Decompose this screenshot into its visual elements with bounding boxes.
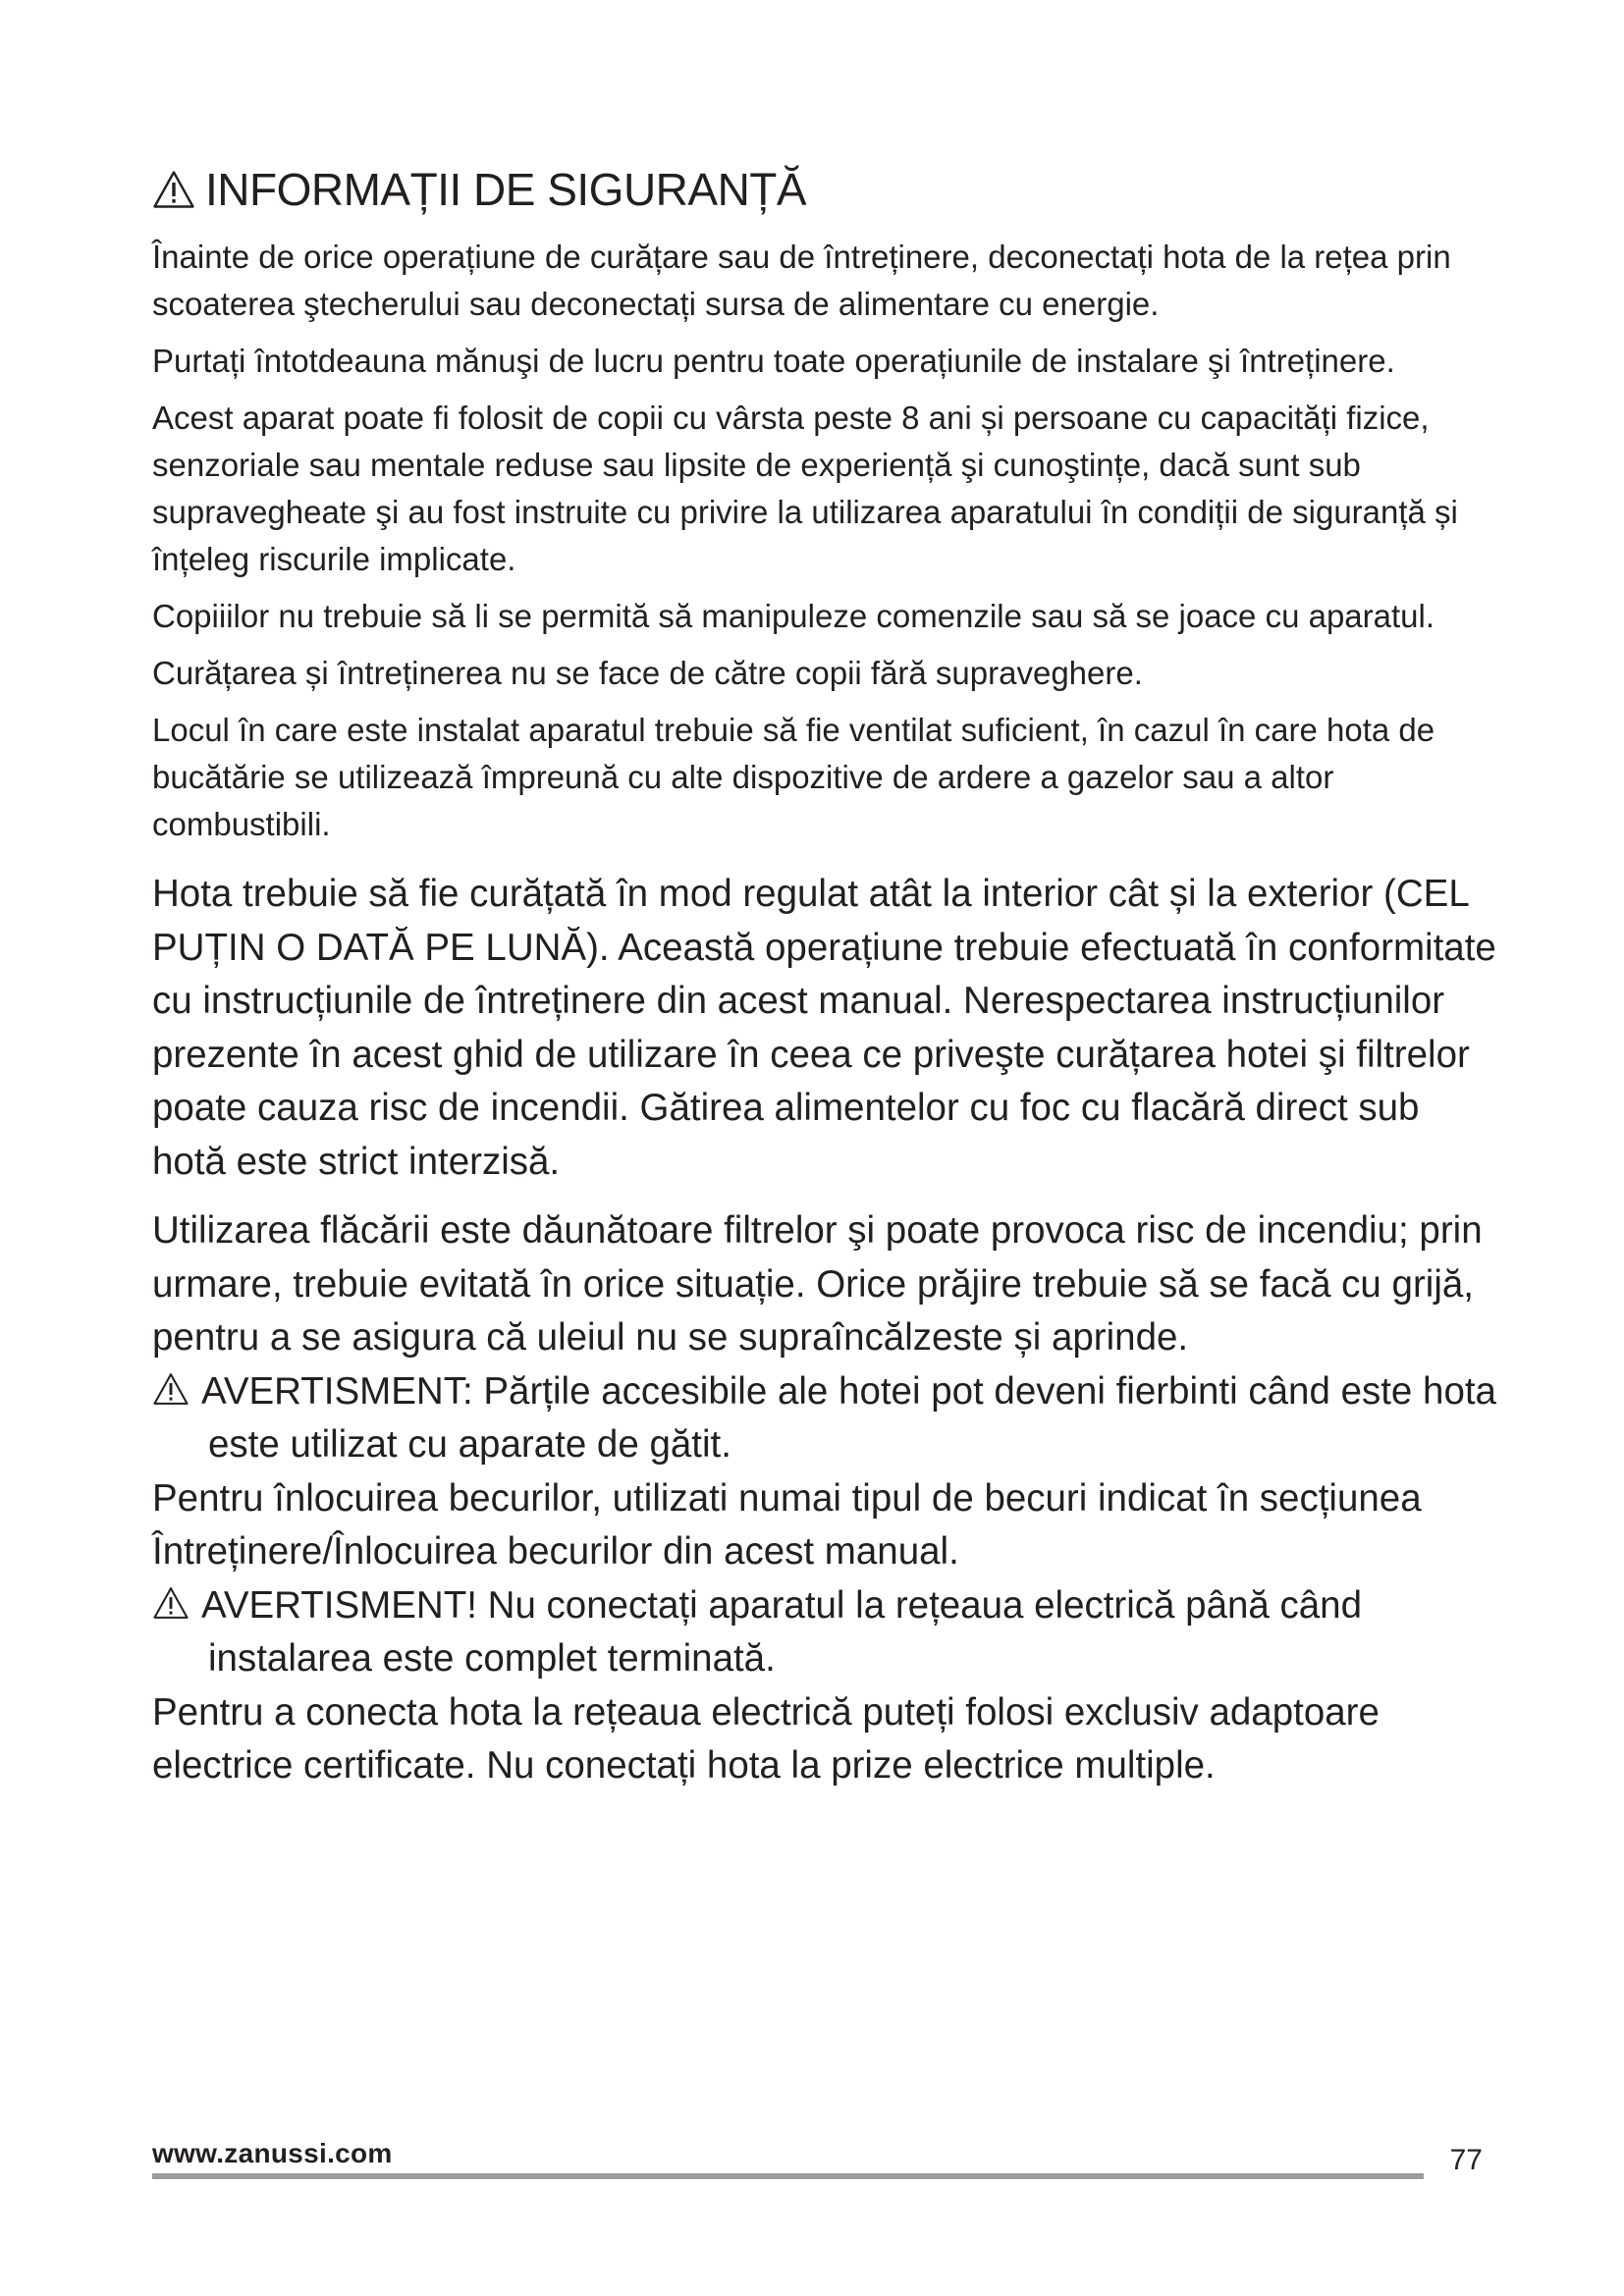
warning-triangle-icon — [152, 1586, 189, 1620]
paragraph-children-use: Acest aparat poate fi folosit de copii cu vârsta peste 8 ani și persoane cu capacități fizice, senzoriale sau mentale reduse sau lipsite de experiență şi cunoştințe, dacă sunt sub supravegheate şi au fost instruite cu privire la utilizarea aparatului în condiții de siguranță și înțeleg riscurile implicate. — [152, 400, 1458, 577]
paragraph-bulbs: Pentru înlocuirea becurilor, utilizati numai tipul de becuri indicat în secțiunea Întreținere/Înlocuirea becurilor din acest manual. — [152, 1476, 1422, 1573]
page-footer — [152, 2138, 1483, 2176]
page-title — [152, 163, 806, 216]
warning-connection — [152, 1579, 1497, 1686]
paragraph-gloves: Purtați întotdeauna mănuşi de lucru pentru toate operațiunile de instalare şi întreținere. — [152, 343, 1395, 379]
paragraph-disconnect: Înainte de orice operațiune de curățare sau de întreținere, deconectați hota de la rețea prin scoaterea ştecherului sau deconectați sursa de alimentare cu energie. — [152, 239, 1451, 322]
paragraph-flame: Utilizarea flăcării este dăunătoare filtrelor şi poate provoca risc de incendiu; prin urmare, trebuie evitată în orice situație. Orice prăjire trebuie să se facă cu grijă, pentru a se asigura că uleiul nu se supraîncălzeste și aprinde. — [152, 1209, 1483, 1359]
paragraph-ventilation: Locul în care este instalat aparatul trebuie să fie ventilat suficient, în cazul în care hota de bucătărie se utilizează împreună cu alte dispozitive de ardere a gazelor sau a altor combustibili. — [152, 712, 1435, 842]
safety-content — [152, 234, 1497, 1793]
warning-triangle-icon — [152, 170, 195, 209]
warning-connection-text: AVERTISMENT! Nu conectați aparatul la rețeaua electrică până când instalarea este complet terminată. — [201, 1583, 1362, 1680]
footer-website-link[interactable]: www.zanussi.com — [152, 2138, 393, 2168]
footer-divider — [152, 2173, 1424, 2179]
page-title-text: INFORMAȚII DE SIGURANȚĂ — [205, 164, 807, 215]
warning-hot-parts — [152, 1365, 1497, 1472]
warning-hot-parts-text: AVERTISMENT: Părțile accesibile ale hotei pot deveni fierbinti când este hota este utilizat cu aparate de gătit. — [201, 1369, 1496, 1466]
paragraph-regular-cleaning: Hota trebuie să fie curățată în mod regulat atât la interior cât și la exterior (CEL PUȚIN O DATĂ PE LUNĂ). Această operațiune trebuie efectuată în conformitate cu instrucțiunile de întreținere din acest manual. Nerespectarea instrucțiunilor prezente în acest ghid de utilizare în ceea ce priveşte curățarea hotei şi filtrelor poate cauza risc de incendii. Gătirea alimentelor cu foc cu flacără direct sub hotă este strict interzisă. — [152, 873, 1496, 1183]
paragraph-children-play: Copiiilor nu trebuie să li se permită să manipuleze comenzile sau să se joace cu aparatul. — [152, 598, 1435, 634]
page-number: 77 — [1449, 2144, 1483, 2176]
paragraph-adaptors: Pentru a conecta hota la rețeaua electrică puteți folosi exclusiv adaptoare electrice certificate. Nu conectați hota la prize electrice multiple. — [152, 1690, 1380, 1787]
paragraph-cleaning-children: Curățarea și întreținerea nu se face de către copii fără supraveghere. — [152, 655, 1143, 691]
warning-triangle-icon — [152, 1372, 189, 1406]
